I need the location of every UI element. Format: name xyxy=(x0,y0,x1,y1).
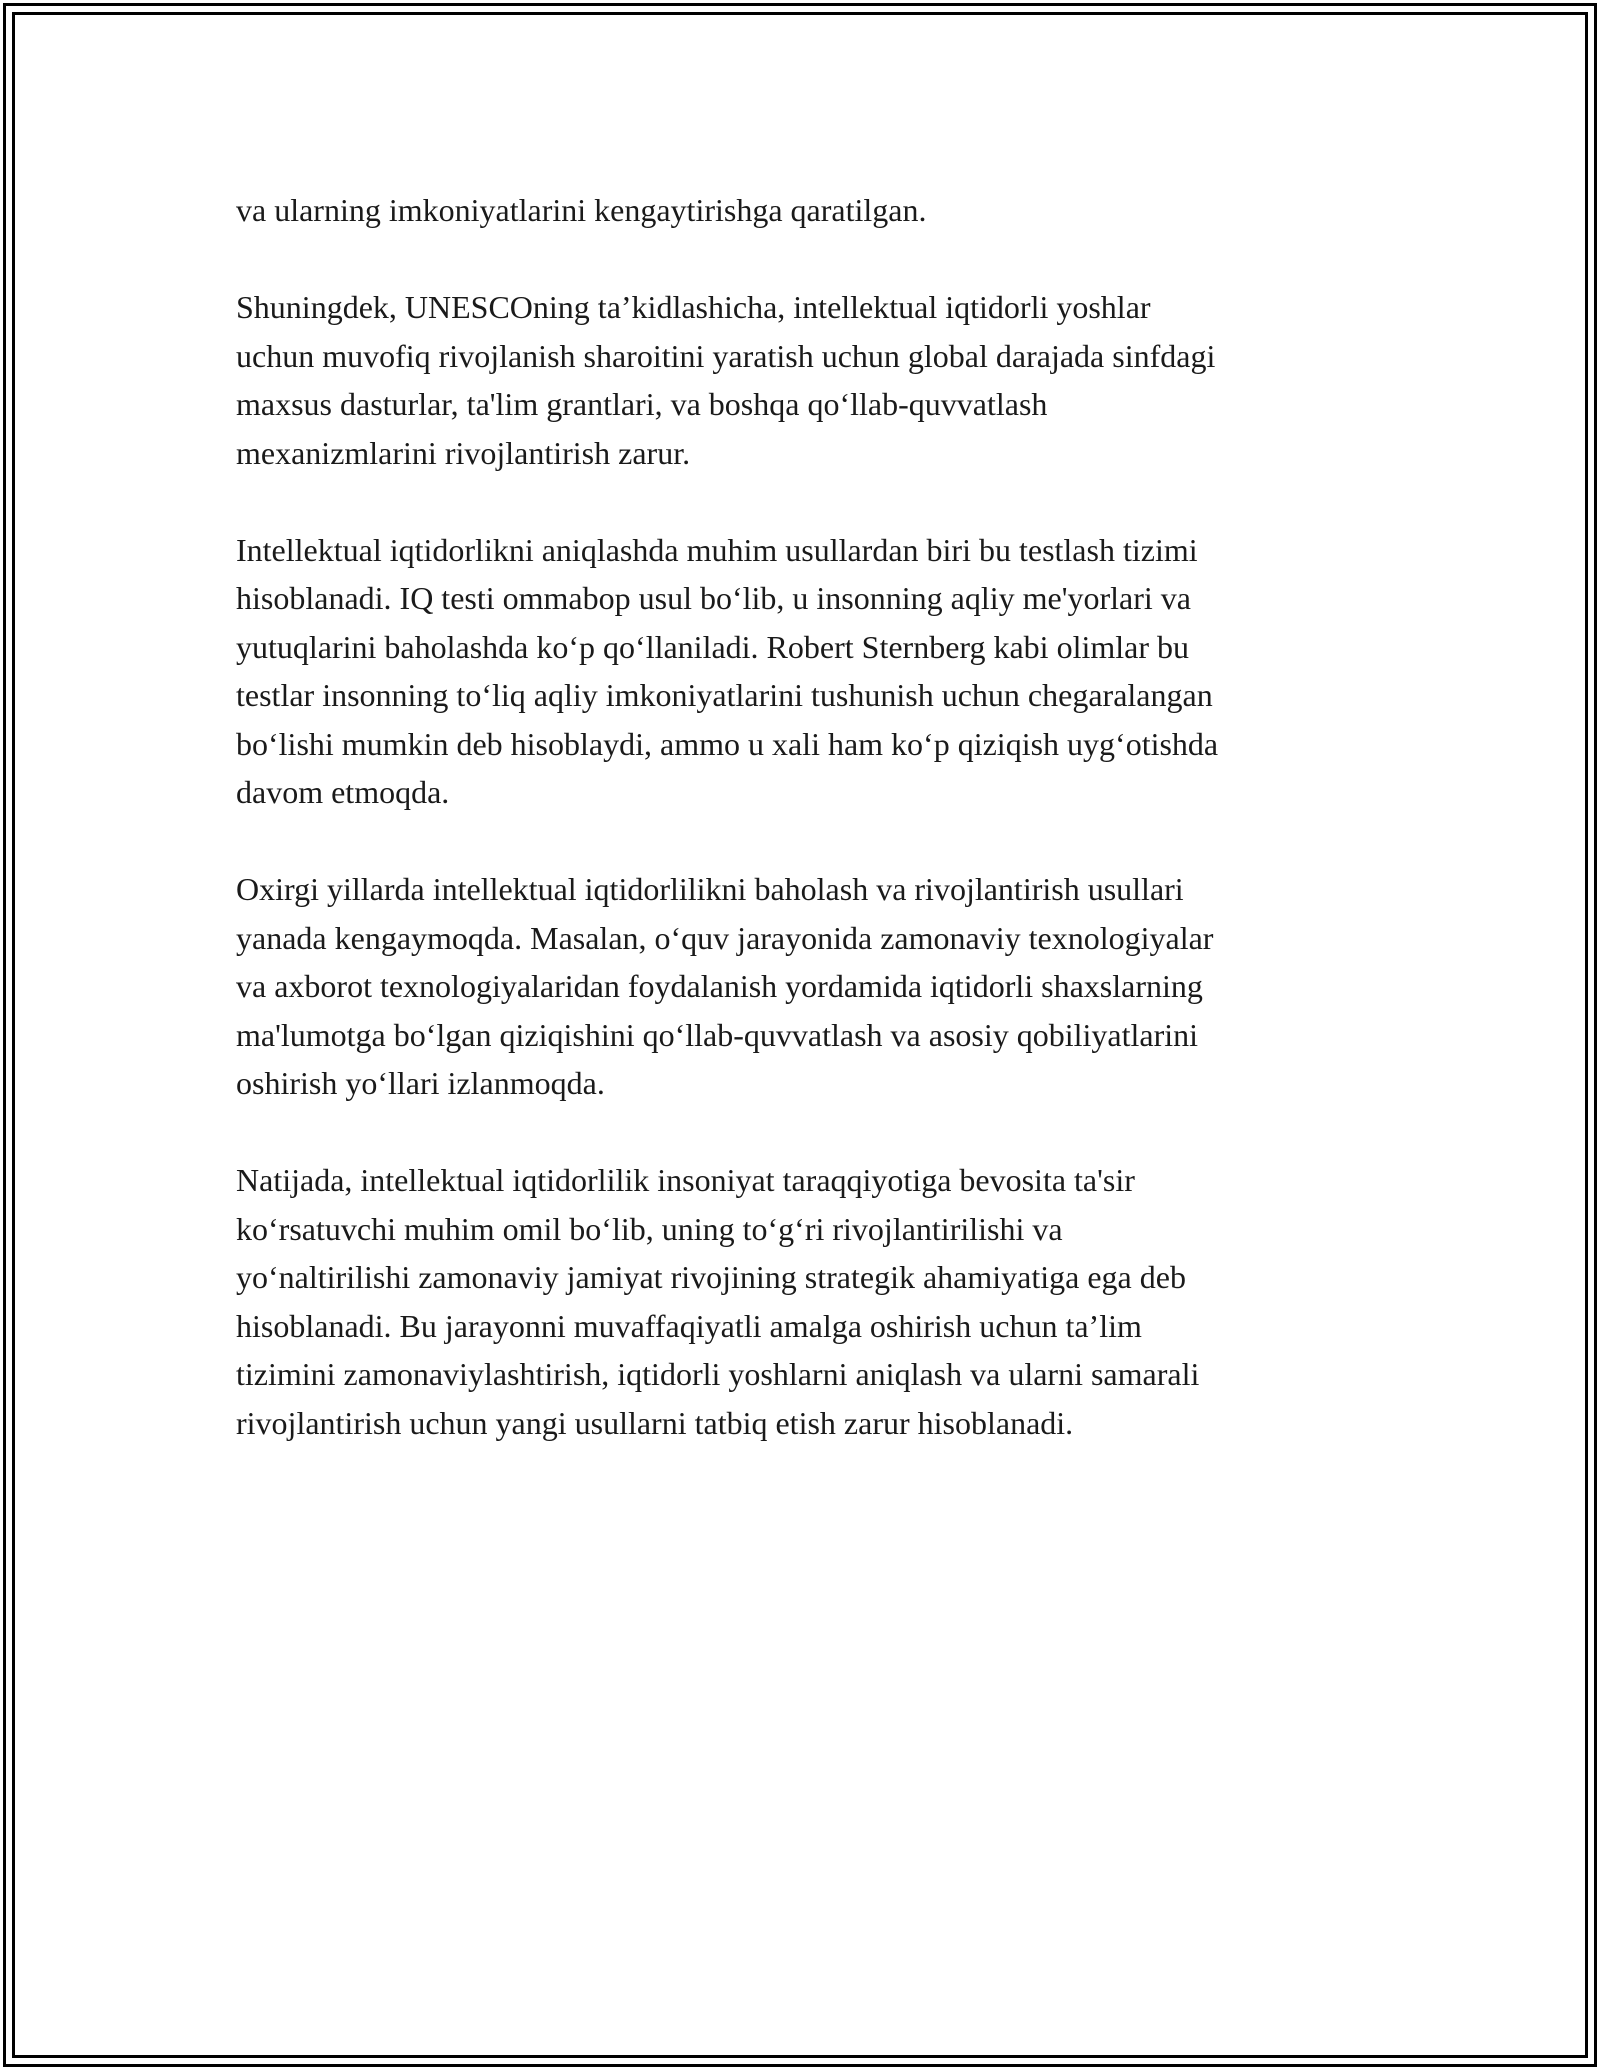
paragraph: Shuningdek, UNESCOning ta’kidlashicha, intellektual iqtidorli yoshlar uchun muvofiq rivojlanish sharoitini yaratish uchun global darajada sinfdagi maxsus dasturlar, ta'lim grantlari, va boshqa qo‘llab-quvvatlash mexanizmlarini rivojlantirish zarur. xyxy=(236,289,1216,471)
paragraph: va ularning imkoniyatlarini kengaytirishga qaratilgan. xyxy=(236,192,927,228)
paragraph: Intellektual iqtidorlikni aniqlashda muhim usullardan biri bu testlash tizimi hisoblanadi. IQ testi ommabop usul bo‘lib, u insonning aqliy me'yorlari va yutuqlarini baholashda ko‘p qo‘llaniladi. Robert Sternberg kabi olimlar bu testlar insonning to‘liq aqliy imkoniyatlarini tushunish uchun chegaralangan bo‘lishi mumkin deb hisoblaydi, ammo u xali ham ko‘p qiziqish uyg‘otishda davom etmoqda. xyxy=(236,531,1219,810)
paragraph: Oxirgi yillarda intellektual iqtidorlilikni baholash va rivojlantirish usullari yanada kengaymoqda. Masalan, o‘quv jarayonida zamonaviy texnologiyalar va axborot texnologiyalaridan foydalanish yordamida iqtidorli shaxslarning ma'lumotga bo‘lgan qiziqishini qo‘llab-quvvatlash va asosiy qobiliyatlarini oshirish yo‘llari izlanmoqda. xyxy=(236,871,1214,1101)
document-body xyxy=(236,186,1366,1496)
paragraph: Natijada, intellektual iqtidorlilik insoniyat taraqqiyotiga bevosita ta'sir ko‘rsatuvchi muhim omil bo‘lib, uning to‘g‘ri rivojlantirilishi va yo‘naltirilishi zamonaviy jamiyat rivojining strategik ahamiyatiga ega deb hisoblanadi. Bu jarayonni muvaffaqiyatli amalga oshirish uchun ta’lim tizimini zamonaviylashtirish, iqtidorli yoshlarni aniqlash va ularni samarali rivojlantirish uchun yangi usullarni tatbiq etish zarur hisoblanadi. xyxy=(236,1162,1200,1441)
